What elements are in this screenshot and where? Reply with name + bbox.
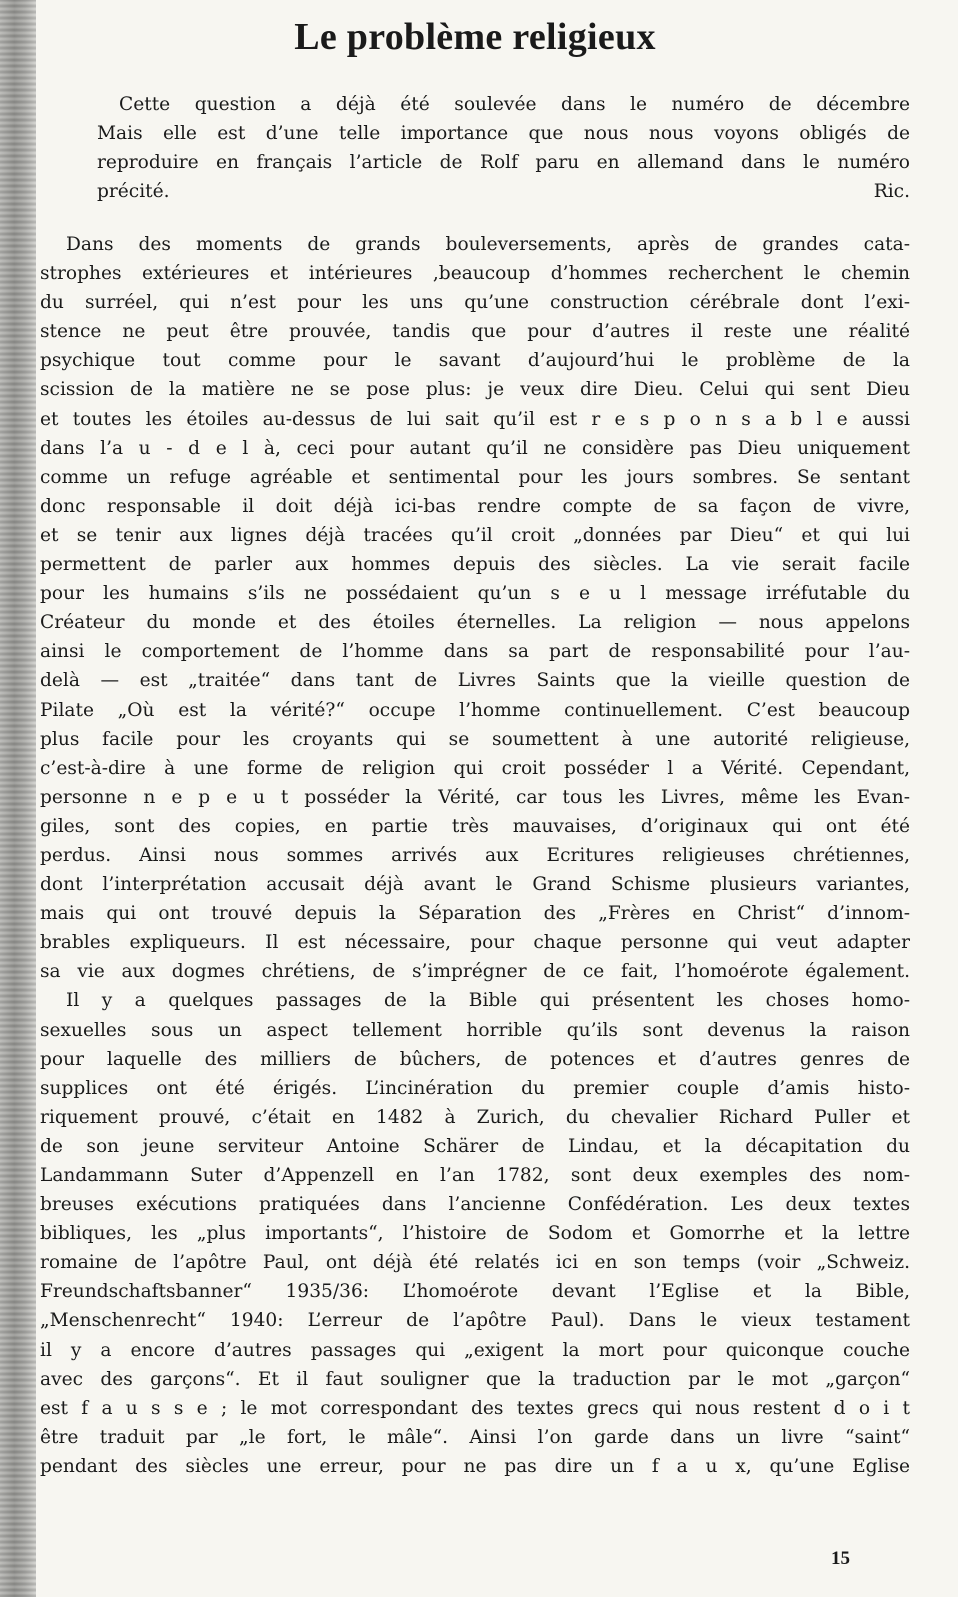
editor-signature: Ric.	[873, 181, 910, 202]
body-line: riquement prouvé, c’était en 1482 à Zurich, du chevalier Richard Puller et	[40, 1106, 910, 1128]
body-line: sa vie aux dogmes chrétiens, de s’imprégner de ce fait, l’homoérote également.	[40, 961, 910, 983]
page-number: 15	[831, 1548, 850, 1569]
body-line: psychique tout comme pour le savant d’aujourd’hui le problème de la	[40, 350, 910, 372]
body-line: breuses exécutions pratiquées dans l’ancienne Confédération. Les deux textes	[40, 1194, 910, 1216]
body-line: plus facile pour les croyants qui se soumettent à une autorité religieuse,	[40, 728, 910, 750]
body-line: bibliques, les „plus importants“, l’histoire de Sodom et Gomorrhe et la lettre	[40, 1223, 910, 1245]
body-line: dont l’interprétation accusait déjà avant le Grand Schisme plusieurs variantes,	[40, 874, 910, 896]
body-line: avec des garçons“. Et il faut souligner que la traduction par le mot „garçon“	[40, 1368, 910, 1390]
article-body	[40, 230, 910, 1481]
editor-intro	[97, 90, 910, 206]
body-line: Landammann Suter d’Appenzell en l’an 1782, sont deux exemples des nom-	[40, 1165, 910, 1186]
body-line: ainsi le comportement de l’homme dans sa part de responsabilité pour l’au-	[40, 641, 910, 663]
body-line: personne n e p e u t posséder la Vérité, car tous les Livres, même les Evan-	[40, 786, 910, 808]
body-line: mais qui ont trouvé depuis la Séparation des „Frères en Christ“ d’innom-	[40, 903, 910, 925]
body-line: donc responsable il doit déjà ici-bas rendre compte de sa façon de vivre,	[40, 495, 910, 517]
body-line: Créateur du monde et des étoiles éternelles. La religion — nous appelons	[40, 612, 910, 634]
body-line: il y a encore d’autres passages qui „exigent la mort pour quiconque couche	[40, 1339, 910, 1361]
body-line: Il y a quelques passages de la Bible qui présentent les choses homo-	[66, 990, 910, 1012]
body-line: sexuelles sous un aspect tellement horrible qu’ils sont devenus la raison	[40, 1019, 910, 1041]
body-line: strophes extérieures et intérieures ,beaucoup d’hommes recherchent le chemin	[40, 263, 910, 285]
body-line: Dans des moments de grands bouleversements, après de grandes cata-	[66, 234, 910, 255]
body-line: dans l’a u - d e l à, ceci pour autant qu’il ne considère pas Dieu uniquement	[40, 437, 910, 459]
body-line: Pilate „Où est la vérité?“ occupe l’homme continuellement. C’est beaucoup	[40, 699, 910, 721]
body-line: Freundschaftsbanner“ 1935/36: L’homoérote devant l’Eglise et la Bible,	[40, 1281, 910, 1303]
body-line: et toutes les étoiles au-dessus de lui sait qu’il est r e s p o n s a b l e aussi	[40, 408, 910, 430]
intro-line-last	[97, 177, 910, 206]
body-line: être traduit par „le fort, le mâle“. Ainsi l’on garde dans un livre “saint“	[40, 1426, 910, 1448]
book-spine-shadow	[0, 0, 36, 1597]
body-line: „Menschenrecht“ 1940: L’erreur de l’apôtre Paul). Dans le vieux testament	[40, 1310, 910, 1332]
body-line: romaine de l’apôtre Paul, ont déjà été relatés ici en son temps (voir „Schweiz.	[40, 1252, 910, 1274]
body-line: delà — est „traitée“ dans tant de Livres Saints que la vieille question de	[40, 670, 910, 692]
body-line: et se tenir aux lignes déjà tracées qu’il croit „données par Dieu“ et qui lui	[40, 524, 910, 546]
body-line: scission de la matière ne se pose plus: je veux dire Dieu. Celui qui sent Dieu	[40, 379, 910, 401]
body-line: brables expliqueurs. Il est nécessaire, pour chaque personne qui veut adapter	[40, 932, 910, 954]
intro-line: reproduire en français l’article de Rolf paru en allemand dans le numéro	[97, 152, 910, 173]
body-line: pour laquelle des milliers de bûchers, de potences et d’autres genres de	[40, 1048, 910, 1070]
body-line: pendant des siècles une erreur, pour ne pas dire un f a u x, qu’une Eglise	[40, 1455, 910, 1477]
body-line: stence ne peut être prouvée, tandis que pour d’autres il reste une réalité	[40, 321, 910, 343]
body-line: permettent de parler aux hommes depuis des siècles. La vie serait facile	[40, 554, 910, 576]
intro-line: Mais elle est d’une telle importance que nous nous voyons obligés de	[97, 123, 910, 144]
body-line: c’est-à-dire à une forme de religion qui croit posséder l a Vérité. Cependant,	[40, 757, 910, 779]
page	[40, 0, 910, 1597]
body-line: du surréel, qui n’est pour les uns qu’une construction cérébrale dont l’exi-	[40, 292, 910, 314]
body-line: comme un refuge agréable et sentimental pour les jours sombres. Se sentant	[40, 466, 910, 488]
body-line: perdus. Ainsi nous sommes arrivés aux Ecritures religieuses chrétiennes,	[40, 844, 910, 866]
body-line: pour les humains s’ils ne possédaient qu’un s e u l message irréfutable du	[40, 583, 910, 605]
intro-line: précité.	[97, 181, 170, 202]
body-line: supplices ont été érigés. L’incinération du premier couple d’amis histo-	[40, 1077, 910, 1099]
body-line: est f a u s s e ; le mot correspondant des textes grecs qui nous restent d o i t	[40, 1397, 910, 1419]
body-line: de son jeune serviteur Antoine Schärer de Lindau, et la décapitation du	[40, 1135, 910, 1157]
intro-line: Cette question a déjà été soulevée dans le numéro de décembre	[119, 94, 910, 115]
body-line: giles, sont des copies, en partie très mauvaises, d’originaux qui ont été	[40, 815, 910, 837]
article-title: Le problème religieux	[294, 16, 656, 58]
